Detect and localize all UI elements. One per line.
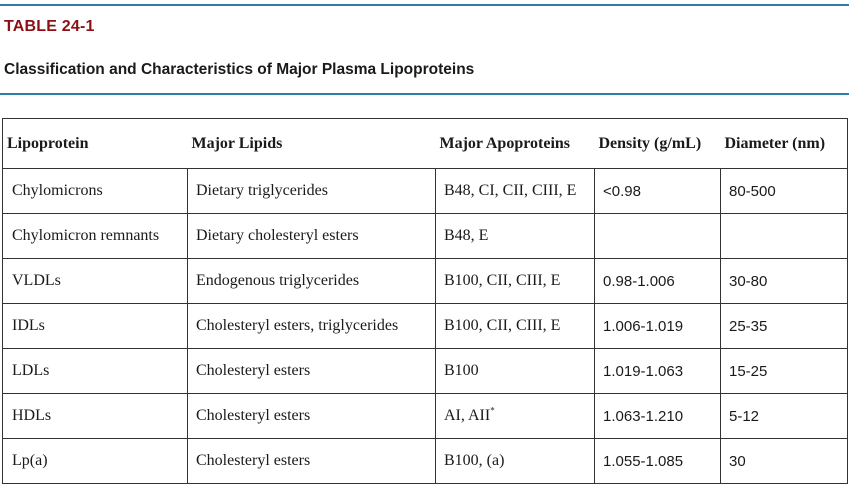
table-row	[3, 394, 848, 439]
cell-major-lipids: Endogenous triglycerides	[188, 259, 436, 304]
cell-density: 1.063-1.210	[595, 394, 721, 439]
column-header-lipoprotein: Lipoprotein	[3, 119, 188, 169]
cell-lipoprotein: HDLs	[3, 394, 188, 439]
cell-major-lipids: Dietary triglycerides	[188, 169, 436, 214]
cell-major-apoproteins: B100	[436, 349, 595, 394]
cell-diameter: 30-80	[721, 259, 848, 304]
table-header-row	[3, 119, 848, 169]
cell-major-lipids: Cholesteryl esters, triglycerides	[188, 304, 436, 349]
cell-major-apoproteins: B100, CII, CIII, E	[436, 304, 595, 349]
cell-density: <0.98	[595, 169, 721, 214]
cell-lipoprotein: Chylomicron remnants	[3, 214, 188, 259]
footnote-marker: *	[490, 405, 495, 416]
column-header-major-apoproteins: Major Apoproteins	[436, 119, 595, 169]
top-rule	[0, 4, 849, 6]
column-header-diameter: Diameter (nm)	[721, 119, 848, 169]
cell-major-lipids: Cholesteryl esters	[188, 394, 436, 439]
table-number-label: TABLE 24-1	[4, 18, 95, 35]
cell-lipoprotein: LDLs	[3, 349, 188, 394]
cell-density: 1.055-1.085	[595, 439, 721, 484]
cell-density	[595, 214, 721, 259]
table-row	[3, 304, 848, 349]
cell-lipoprotein: Lp(a)	[3, 439, 188, 484]
cell-diameter: 80-500	[721, 169, 848, 214]
cell-diameter: 30	[721, 439, 848, 484]
cell-major-apoproteins: B100, CII, CIII, E	[436, 259, 595, 304]
cell-lipoprotein: Chylomicrons	[3, 169, 188, 214]
cell-density: 1.006-1.019	[595, 304, 721, 349]
table-row	[3, 214, 848, 259]
cell-diameter	[721, 214, 848, 259]
cell-major-lipids: Cholesteryl esters	[188, 439, 436, 484]
cell-major-apoproteins: B100, (a)	[436, 439, 595, 484]
cell-major-lipids: Cholesteryl esters	[188, 349, 436, 394]
cell-density: 1.019-1.063	[595, 349, 721, 394]
cell-diameter: 25-35	[721, 304, 848, 349]
column-header-density: Density (g/mL)	[595, 119, 721, 169]
table-row	[3, 259, 848, 304]
cell-major-apoproteins	[436, 394, 595, 439]
cell-major-apoproteins: B48, CI, CII, CIII, E	[436, 169, 595, 214]
cell-major-lipids: Dietary cholesteryl esters	[188, 214, 436, 259]
table-row	[3, 439, 848, 484]
cell-density: 0.98-1.006	[595, 259, 721, 304]
cell-major-apoproteins: B48, E	[436, 214, 595, 259]
cell-lipoprotein: IDLs	[3, 304, 188, 349]
apoproteins-text: AI, AII	[444, 407, 491, 424]
table-title: Classification and Characteristics of Major Plasma Lipoproteins	[4, 61, 475, 78]
lipoprotein-table	[2, 118, 848, 484]
title-rule	[0, 93, 849, 95]
table-row	[3, 349, 848, 394]
cell-diameter: 15-25	[721, 349, 848, 394]
table-row	[3, 169, 848, 214]
cell-diameter: 5-12	[721, 394, 848, 439]
cell-lipoprotein: VLDLs	[3, 259, 188, 304]
column-header-major-lipids: Major Lipids	[188, 119, 436, 169]
